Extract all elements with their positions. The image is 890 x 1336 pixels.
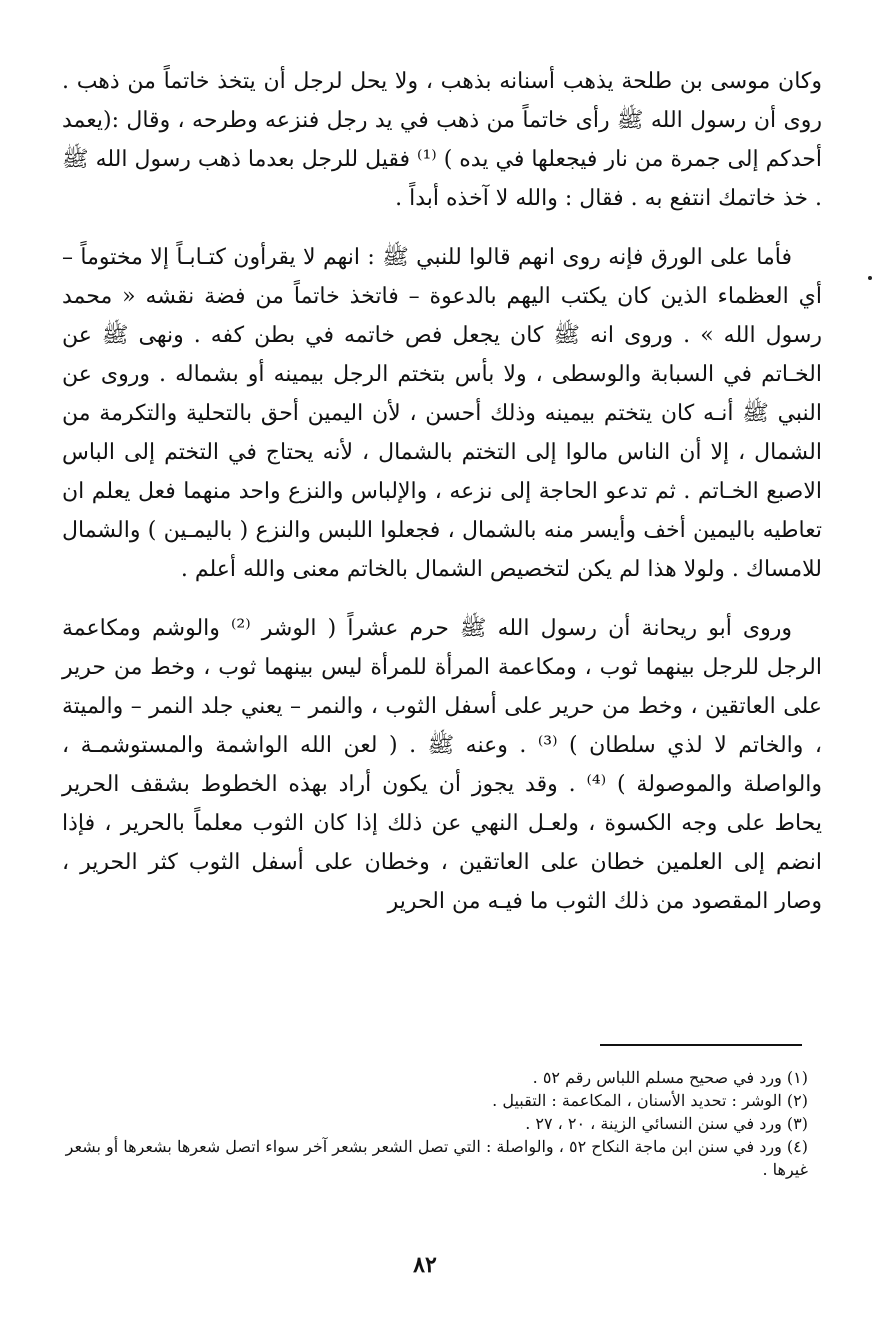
margin-mark (868, 276, 872, 280)
footnote-1: (١) ورد في صحيح مسلم اللباس رقم ٥٢ . (532, 1068, 808, 1087)
footnote-4: (٤) ورد في سنن ابن ماجة النكاح ٥٢ ، والواصلة : التي تصل الشعر بشعر آخر سواء اتصل شعرها بشعرها أو بشعر غيرها . (65, 1137, 808, 1179)
paragraph-abu-rayhana: وروى أبو ريحانة أن رسول الله ﷺ حرم عشراً ( الوشر ⁽²⁾ والوشم ومكاعمة الرجل للرجل بينهما ثوب ، ومكاعمة المرأة للمرأة ليس بينهما ثوب ، وخط من حرير على العاتقين ، وخط من حرير على أسفل الثوب ، والنمر – يعني جلد النمر – والميتة ، والخاتم لا لذي سلطان ) ⁽³⁾ . وعنه ﷺ . ( لعن الله الواشمة والمستوشمـة ، والواصلة والموصولة ) ⁽⁴⁾ . وقد يجوز أن يكون أراد بهذه الخطوط بشقف الحرير يحاط على وجه الكسوة ، ولعـل النهي عن ذلك إذا كان الثوب معلماً بالحرير ، فإذا انضم إلى العلمين خطان على العاتقين ، وخطان على أسفل الثوب كثر الحرير ، وصار المقصود من ذلك الثوب ما فيـه من الحرير (62, 616, 823, 914)
page-number: ٨٢ (413, 1252, 437, 1278)
footnote-divider (600, 1044, 802, 1046)
paragraph-gold-ring: وكان موسى بن طلحة يذهب أسنانه بذهب ، ولا يحل لرجل أن يتخذ خاتماً من ذهب . روى أن رسول الله ﷺ رأى خاتماً من ذهب في يد رجل فنزعه وطرحه ، وقال :(يعمد أحدكم إلى جمرة من نار فيجعلها في يده ) ⁽¹⁾ فقيل للرجل بعدما ذهب رسول الله ﷺ . خذ خاتمك انتفع به . فقال : والله لا آخذه أبداً . (62, 69, 822, 211)
footnote-2: (٢) الوشر : تحديد الأسنان ، المكاعمة : التقبيل . (492, 1091, 808, 1110)
footnotes (40, 1066, 808, 1181)
footnote-3: (٣) ورد في سنن النسائي الزينة ، ٢٠ ، ٢٧ . (525, 1114, 808, 1133)
page-body (62, 62, 822, 941)
paragraph-silver-ring: فأما على الورق فإنه روى انهم قالوا للنبي ﷺ : انهم لا يقرأون كتـابـاً إلا مختوماً – أي العظماء الذين كان يكتب اليهم بالدعوة – فاتخذ خاتماً من فضة نقشه « محمد رسول الله » . وروى انه ﷺ كان يجعل فص خاتمه في بطن كفه . ونهى ﷺ عن الخـاتم في السبابة والوسطى ، ولا بأس بتختم الرجل بيمينه أو بشماله . وروى عن النبي ﷺ أنـه كان يتختم بيمينه وذلك أحسن ، لأن اليمين أحق بالتحلية والتكرمة من الشمال ، إلا أن الناس مالوا إلى التختم بالشمال ، لأنه يحتاج في التختم إلى الباس الاصبع الخـاتم . ثم تدعو الحاجة إلى نزعه ، والإلباس والنزع واحد منهما فعل يعلم ان تعاطيه باليمين أخف وأيسر منه بالشمال ، فجعلوا اللبس والنزع ( باليمـين ) والشمال للامساك . ولولا هذا لم يكن لتخصيص الشمال بالخاتم معنى والله أعلم . (62, 245, 822, 582)
